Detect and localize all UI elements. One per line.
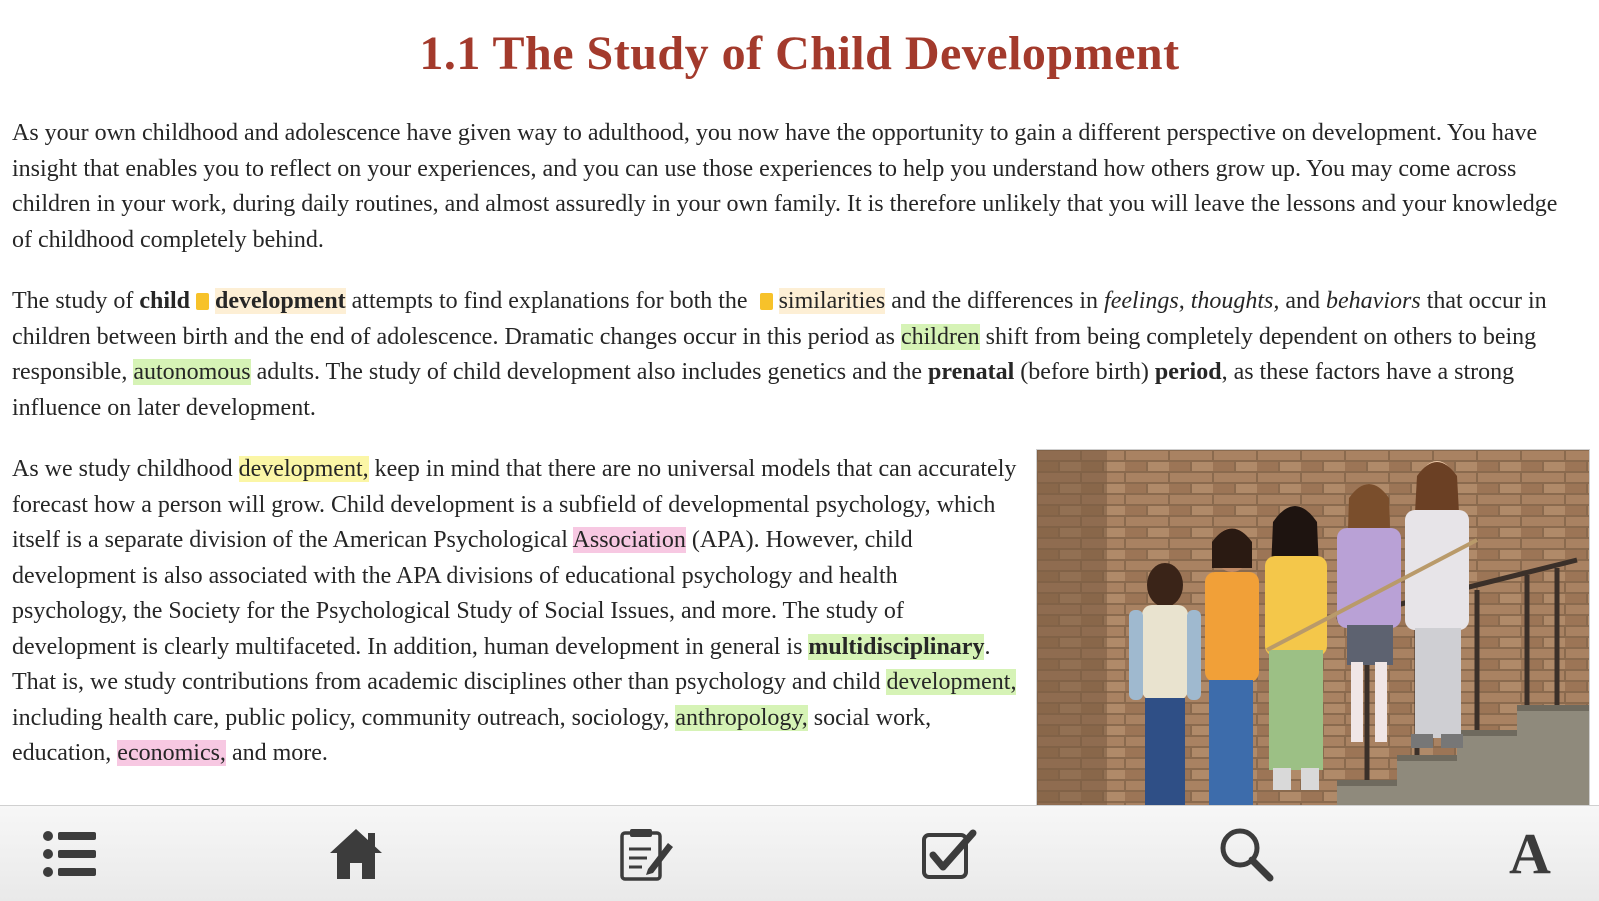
highlight-anthropology[interactable]: anthropology, (675, 704, 808, 731)
notes-button[interactable] (616, 824, 676, 884)
highlight-multidisciplinary[interactable]: multidisciplinary (808, 633, 985, 660)
highlight-economics[interactable]: economics, (117, 740, 226, 766)
photo-five-girls-on-steps (1037, 450, 1589, 805)
home-icon (328, 827, 384, 881)
term-prenatal[interactable]: prenatal (928, 359, 1015, 385)
highlight-children[interactable]: children (900, 323, 980, 350)
highlight-development-2[interactable]: development, (886, 669, 1017, 695)
highlight-development-1[interactable]: development, (238, 456, 369, 482)
highlight-autonomous[interactable]: autonomous (133, 359, 251, 385)
font-icon: A (1509, 821, 1551, 886)
home-button[interactable] (326, 824, 386, 884)
bottom-toolbar (0, 805, 1599, 901)
highlight-development[interactable]: development (215, 288, 346, 314)
term-period[interactable]: period (1154, 359, 1222, 385)
highlight-association[interactable]: Association (572, 527, 686, 553)
checkbox-icon (921, 827, 979, 881)
search-icon (1218, 826, 1274, 882)
search-button[interactable] (1216, 824, 1276, 884)
highlight-similarities[interactable]: similarities (778, 288, 886, 314)
toc-button[interactable] (40, 824, 100, 884)
paragraph-3: As we study childhood development, keep in mind that there are no universal models that can accurately forecast how a person will grow. Child development is a subfield of developmental psychology, which itself is a separate division of the American Psychological Association (APA). However, child development is also associated with the APA divisions of educational psychology and health psychology, the Society for the Psychological Study of Social Issues, and more. The study of development is clearly multifaceted. In addition, human development in general is multidisciplinary. That is, we study contributions from academic disciplines other than psychology and child development, including health care, public policy, community outreach, sociology, anthropology, social work, education, economics, and more. (12, 456, 1017, 766)
figure-photo[interactable] (1036, 449, 1590, 805)
paragraph-1: As your own childhood and adolescence have given way to adulthood, you now have the opportunity to gain a different perspective on development. You have insight that enables you to reflect on your experiences, and you can use those experiences to help you understand how others grow up. You may come across children in your work, during daily routines, and almost assuredly in your own family. It is therefore unlikely that you will leave the lessons and your knowledge of childhood completely behind. (12, 120, 1558, 253)
note-marker-icon[interactable] (196, 293, 209, 310)
font-size-button[interactable] (1500, 821, 1560, 886)
list-icon (42, 829, 98, 879)
checklist-button[interactable] (920, 824, 980, 884)
notes-icon (618, 827, 674, 881)
page-title: 1.1 The Study of Child Development (419, 27, 1180, 80)
note-marker-icon[interactable] (760, 293, 773, 310)
paragraph-2: The study of child development attempts to find explanations for both the similarities and the differences in feelings, thoughts, and behaviors that occur in children between birth and the end of adolescence. Dramatic changes occur in this period as children shift from being completely dependent on others to being responsible, autonomous adults. The study of child development also includes genetics and the prenatal (before birth) period, as these factors have a strong influence on later development. (12, 288, 1547, 421)
term-child[interactable]: child (139, 288, 190, 314)
